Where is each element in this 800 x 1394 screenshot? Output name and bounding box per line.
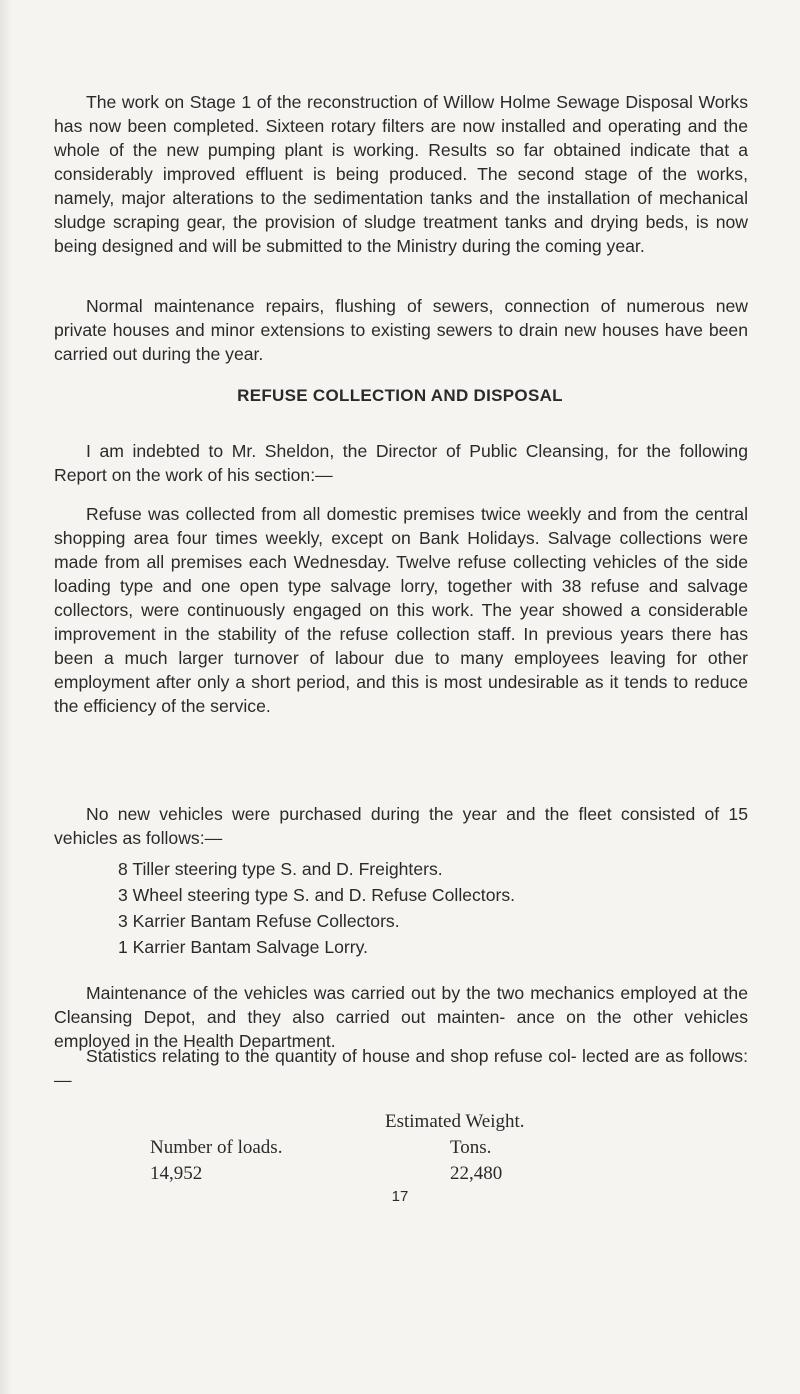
fleet-list xyxy=(118,856,515,960)
value-tons: 22,480 xyxy=(450,1163,503,1184)
paragraph-fleet-intro: No new vehicles were purchased during the year and the fleet consisted of 15 vehicles as follows:— xyxy=(54,804,748,848)
header-estimated-weight: Estimated Weight. xyxy=(385,1111,525,1132)
paragraph-vehicle-maintenance: Maintenance of the vehicles was carried out by the two mechanics employed at the Cleansing Depot, and they also carried out mainten- ance on the other vehicles employed in the Health Department. xyxy=(54,983,748,1051)
paragraph-sewage-works: The work on Stage 1 of the reconstruction of Willow Holme Sewage Disposal Works has now been completed. Sixteen rotary filters are now installed and operating and the whole of the new pumping plant is working. Results so far obtained indicate that a considerably improved effluent is being produced. The second stage of the works, namely, major alterations to the sedimentation tanks and the installation of mechanical sludge scraping gear, the provision of sludge treatment tanks and drying beds, is now being designed and will be submitted to the Ministry during the coming year. xyxy=(54,92,748,256)
value-loads: 14,952 xyxy=(150,1163,203,1184)
page-edge-shadow xyxy=(0,0,12,1394)
header-tons: Tons. xyxy=(450,1137,492,1158)
paragraph-refuse-collection: Refuse was collected from all domestic premises twice weekly and from the central shopping area four times weekly, except on Bank Holidays. Salvage collections were made from all premises each Wednesday. Twelve refuse collecting vehicles of the side loading type and one open type salvage lorry, together with 38 refuse and salvage collectors, were continuously engaged on this work. The year showed a considerable improvement in the stability of the refuse collection staff. In previous years there has been a much larger turnover of labour due to many employees leaving for other employment after only a short period, and this is most undesirable as it tends to reduce the efficiency of the service. xyxy=(54,504,748,716)
paragraph-maintenance: Normal maintenance repairs, flushing of sewers, connection of numerous new private houses and minor extensions to existing sewers to drain new houses have been carried out during the year. xyxy=(54,296,748,364)
section-heading: REFUSE COLLECTION AND DISPOSAL xyxy=(237,386,563,405)
list-item: 3 Karrier Bantam Refuse Collectors. xyxy=(118,911,400,931)
list-item: 8 Tiller steering type S. and D. Freighters. xyxy=(118,859,443,879)
header-number-of-loads: Number of loads. xyxy=(150,1137,283,1158)
statistics-table xyxy=(150,1109,600,1187)
paragraph-acknowledgement: I am indebted to Mr. Sheldon, the Director of Public Cleansing, for the following Report on the work of his section:— xyxy=(54,441,748,485)
page-number: 17 xyxy=(391,1188,409,1205)
paragraph-statistics-intro: Statistics relating to the quantity of house and shop refuse col- lected are as follows:— xyxy=(54,1046,748,1090)
list-item: 3 Wheel steering type S. and D. Refuse Collectors. xyxy=(118,885,516,905)
list-item: 1 Karrier Bantam Salvage Lorry. xyxy=(118,937,369,957)
